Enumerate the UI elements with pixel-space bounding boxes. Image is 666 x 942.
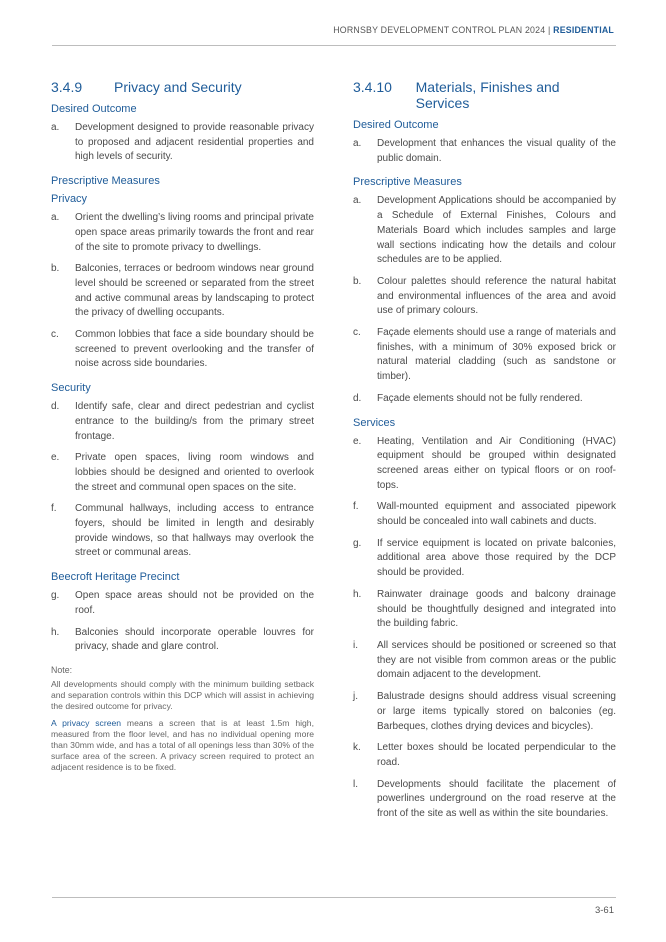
item-text: Developments should facilitate the placement of powerlines underground on the road reserve at the front of the site as well as within the site boundaries. <box>377 778 616 820</box>
prescriptive-measures-heading: Prescriptive Measures <box>353 176 462 189</box>
list-item <box>51 328 314 372</box>
list-item <box>51 451 314 495</box>
section-name: RESIDENTIAL <box>553 25 614 35</box>
item-letter: d. <box>353 392 362 404</box>
security-heading: Security <box>51 382 91 395</box>
item-letter: f. <box>51 503 57 515</box>
note-label: Note: <box>51 664 73 675</box>
list-item <box>51 262 314 321</box>
list-item <box>51 502 314 561</box>
section-number: 3.4.9 <box>51 79 83 95</box>
section-title: Privacy and Security <box>114 79 242 95</box>
list-item <box>353 588 616 632</box>
security-list <box>51 400 314 561</box>
item-text: Communal hallways, including access to entrance foyers, should be limited in length and desirably provide windows, so that hallways may overlook the street or communal areas. <box>75 503 314 559</box>
page-number: 3-61 <box>594 905 614 916</box>
item-text: Balconies should incorporate operable louvres for privacy, shade and glare control. <box>75 626 314 653</box>
item-text: Rainwater drainage goods and balcony drainage should be thoughtfully designed and integrated into the building fabric. <box>377 588 616 630</box>
item-letter: b. <box>353 275 362 287</box>
item-letter: d. <box>51 401 60 413</box>
item-text: Heating, Ventilation and Air Conditioning (HVAC) equipment should be grouped within designated screened areas either on typical floors or on roof-tops. <box>377 435 616 491</box>
item-letter: e. <box>353 435 362 447</box>
running-header <box>333 25 614 35</box>
desired-outcome-heading: Desired Outcome <box>353 119 439 131</box>
beecroft-heritage-heading: Beecroft Heritage Precinct <box>51 571 180 584</box>
list-item <box>353 500 616 529</box>
item-letter: a. <box>51 122 60 133</box>
item-text: Identify safe, clear and direct pedestrian and cyclist entrance to the building/s from the primary street frontage. <box>75 401 314 442</box>
privacy-screen-definition <box>51 718 314 774</box>
item-letter: c. <box>353 327 361 339</box>
list-item <box>353 741 616 770</box>
item-letter: i. <box>353 639 358 651</box>
definition-text: means a screen that is at least 1.5m high, measured from the floor level, and has no individual opening more than 30mm wide, and has a total of all openings less than 30% of the surface area of the screen. A privacy screen required to protect an adjacent residence is to be fixed. <box>51 717 314 773</box>
list-item <box>353 326 616 385</box>
item-text: Balconies, terraces or bedroom windows near ground level should be screened or separated from the street and active communal areas by landscaping to protect the privacy of dwelling occupants. <box>75 263 314 319</box>
item-text: If service equipment is located on private balconies, additional area above those required by the DCP should be provided. <box>377 537 616 579</box>
item-text: Open space areas should not be provided on the roof. <box>75 590 314 616</box>
list-item <box>353 690 616 734</box>
item-text: Development designed to provide reasonable privacy to proposed and adjacent residential properties and high levels of security. <box>75 122 314 163</box>
prescriptive-list <box>353 194 616 406</box>
item-letter: a. <box>51 212 60 224</box>
desired-outcome-list <box>51 121 314 165</box>
list-item <box>353 275 616 319</box>
item-letter: a. <box>353 138 362 149</box>
services-list <box>353 435 616 822</box>
section-number: 3.4.10 <box>353 79 392 95</box>
document-title: HORNSBY DEVELOPMENT CONTROL PLAN 2024 <box>333 25 546 35</box>
item-letter: e. <box>51 452 60 464</box>
item-text: Common lobbies that face a side boundary should be screened to prevent overlooking and the transfer of noise across side boundaries. <box>75 329 314 370</box>
page-header <box>0 0 666 45</box>
section-heading-materials <box>353 79 616 111</box>
prescriptive-measures-heading: Prescriptive Measures <box>51 175 160 188</box>
item-letter: c. <box>51 329 59 341</box>
footer-rule <box>52 897 616 898</box>
item-letter: h. <box>353 588 362 600</box>
desired-outcome-list <box>353 137 616 166</box>
desired-outcome-heading: Desired Outcome <box>51 103 137 115</box>
item-text: Façade elements should not be fully rendered. <box>377 392 583 404</box>
left-column <box>51 79 314 779</box>
item-letter: g. <box>353 537 362 549</box>
section-heading-privacy-security <box>51 79 314 95</box>
list-item <box>353 537 616 581</box>
item-letter: b. <box>51 263 60 275</box>
right-column <box>353 79 616 829</box>
beecroft-list <box>51 589 314 655</box>
item-letter: k. <box>353 742 361 754</box>
list-item <box>353 194 616 268</box>
privacy-heading: Privacy <box>51 193 88 206</box>
list-item <box>51 400 314 444</box>
list-item <box>51 589 314 618</box>
list-item <box>353 435 616 494</box>
item-text: Wall-mounted equipment and associated pipework should be concealed into wall cabinets and ducts. <box>377 501 616 528</box>
defined-term: A privacy screen <box>51 717 122 728</box>
item-letter: a. <box>353 195 362 207</box>
item-text: Colour palettes should reference the natural habitat and environmental influences of the area and avoid use of primary colours. <box>377 275 616 317</box>
header-separator: | <box>547 25 551 35</box>
item-text: Private open spaces, living room windows and lobbies should be designed and oriented to overlook the street and communal open spaces on the site. <box>75 452 314 493</box>
services-heading: Services <box>353 416 396 429</box>
item-text: Balustrade designs should address visual screening or large items typically stored on balconies (eg. Barbeques, clothes drying devices and bicycles). <box>377 691 616 732</box>
item-text: Development that enhances the visual quality of the public domain. <box>377 138 616 164</box>
item-letter: j. <box>353 691 358 703</box>
item-text: Orient the dwelling’s living rooms and principal private open space areas primarily towards the front and rear of the site to promote privacy to dwellings. <box>75 212 314 253</box>
list-item <box>51 211 314 255</box>
list-item <box>353 778 616 822</box>
item-text: Development Applications should be accompanied by a Schedule of External Finishes, Colours and Materials Board which includes samples and large wall sections indicating how the details and colour schedules are to be applied. <box>377 195 616 266</box>
item-text: Façade elements should use a range of materials and finishes, with a minimum of 30% exposed brick or natural material cladding (such as sandstone or timber). <box>377 327 616 383</box>
list-item <box>51 121 314 165</box>
privacy-list <box>51 211 314 372</box>
list-item <box>353 639 616 683</box>
item-text: All services should be positioned or screened so that they are not visible from common areas or the public domain adjacent to the development. <box>377 639 616 681</box>
item-letter: f. <box>353 501 359 513</box>
list-item <box>51 626 314 655</box>
note-paragraph: All developments should comply with the minimum building setback and separation controls within this DCP which will assist in achieving the desired outcome for privacy. <box>51 678 314 712</box>
section-title: Materials, Finishes and Services <box>415 79 560 111</box>
item-letter: g. <box>51 590 60 602</box>
header-rule <box>52 45 616 46</box>
item-letter: h. <box>51 626 60 638</box>
list-item <box>353 137 616 166</box>
item-letter: l. <box>353 778 358 790</box>
item-text: Letter boxes should be located perpendicular to the road. <box>377 742 616 768</box>
list-item <box>353 392 616 407</box>
